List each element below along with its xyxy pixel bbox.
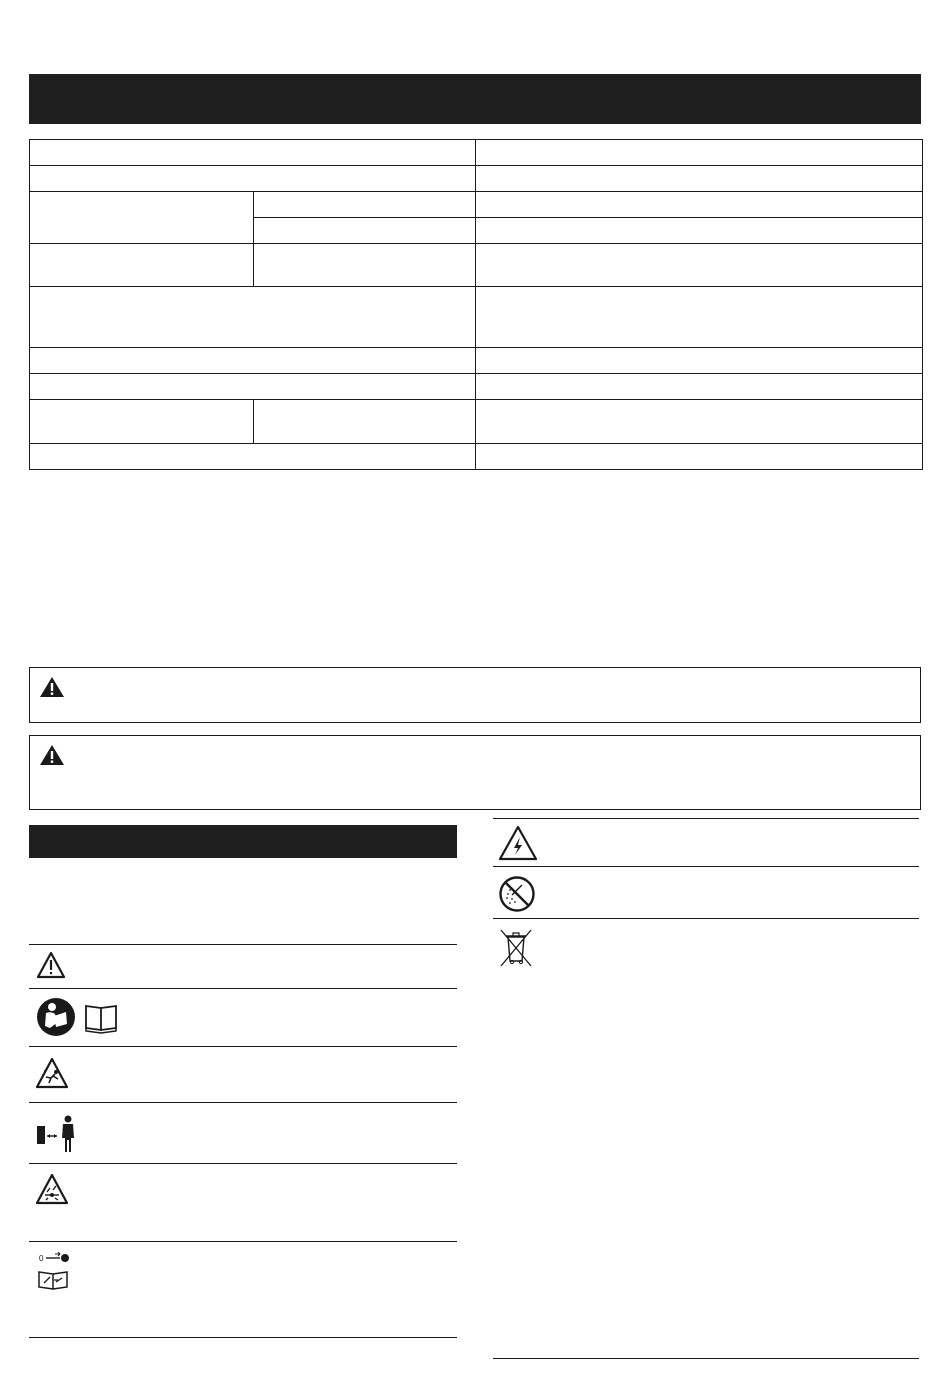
table-row (30, 400, 923, 444)
table-row (30, 166, 923, 192)
remove-key-before-maintenance-icon (36, 1252, 72, 1290)
warning-box (29, 735, 921, 810)
table-cell-value (476, 192, 923, 218)
table-cell-label (30, 400, 254, 444)
divider (29, 944, 457, 945)
table-cell-value (476, 374, 923, 400)
table-cell-label (30, 444, 476, 470)
table-cell-value (476, 348, 923, 374)
title-bar (29, 74, 921, 124)
table-row (30, 192, 923, 218)
table-row (30, 287, 923, 348)
symbols-section-header (29, 825, 457, 858)
table-cell-value (476, 444, 923, 470)
no-rain-exposure-icon (498, 875, 536, 913)
divider (29, 1337, 457, 1338)
divider (29, 1102, 457, 1103)
warning-triangle-icon (39, 676, 65, 698)
table-cell-value (476, 166, 923, 192)
table-row (30, 374, 923, 400)
table-cell-value (476, 218, 923, 244)
table-cell-label (30, 374, 476, 400)
table-row (30, 244, 923, 287)
table-cell-sub-label (254, 192, 476, 218)
divider (493, 918, 919, 919)
table-cell-label (30, 166, 476, 192)
divider (29, 988, 457, 989)
divider (29, 1241, 457, 1242)
table-cell-sub-label (254, 218, 476, 244)
table-cell-label (30, 192, 254, 244)
read-manual-icon (36, 996, 120, 1038)
table-cell-label (30, 244, 254, 287)
table-cell-value (476, 244, 923, 287)
divider (493, 1358, 919, 1359)
table-cell-label (30, 140, 476, 166)
divider (493, 818, 919, 819)
table-row (30, 444, 923, 470)
electric-shock-warning-icon (498, 825, 538, 861)
divider (29, 1046, 457, 1047)
table-row (30, 348, 923, 374)
svg-text:0: 0 (39, 1254, 44, 1263)
table-cell-value (476, 140, 923, 166)
table-cell-sub-label (254, 400, 476, 444)
warning-box (29, 667, 921, 723)
rotating-blade-warning-icon (35, 1173, 69, 1205)
table-cell-label (30, 348, 476, 374)
divider (29, 1163, 457, 1164)
table-cell-value (476, 400, 923, 444)
specifications-table (29, 139, 923, 470)
table-cell-label (30, 287, 476, 348)
warning-triangle-icon (39, 744, 65, 766)
table-row (30, 140, 923, 166)
crossed-out-bin-icon (499, 928, 533, 968)
warning-triangle-icon (36, 951, 66, 979)
divider (493, 866, 919, 867)
thrown-objects-warning-icon (35, 1057, 69, 1089)
table-cell-value (476, 287, 923, 348)
keep-distance-icon (36, 1114, 78, 1154)
table-cell-sub-label (254, 244, 476, 287)
